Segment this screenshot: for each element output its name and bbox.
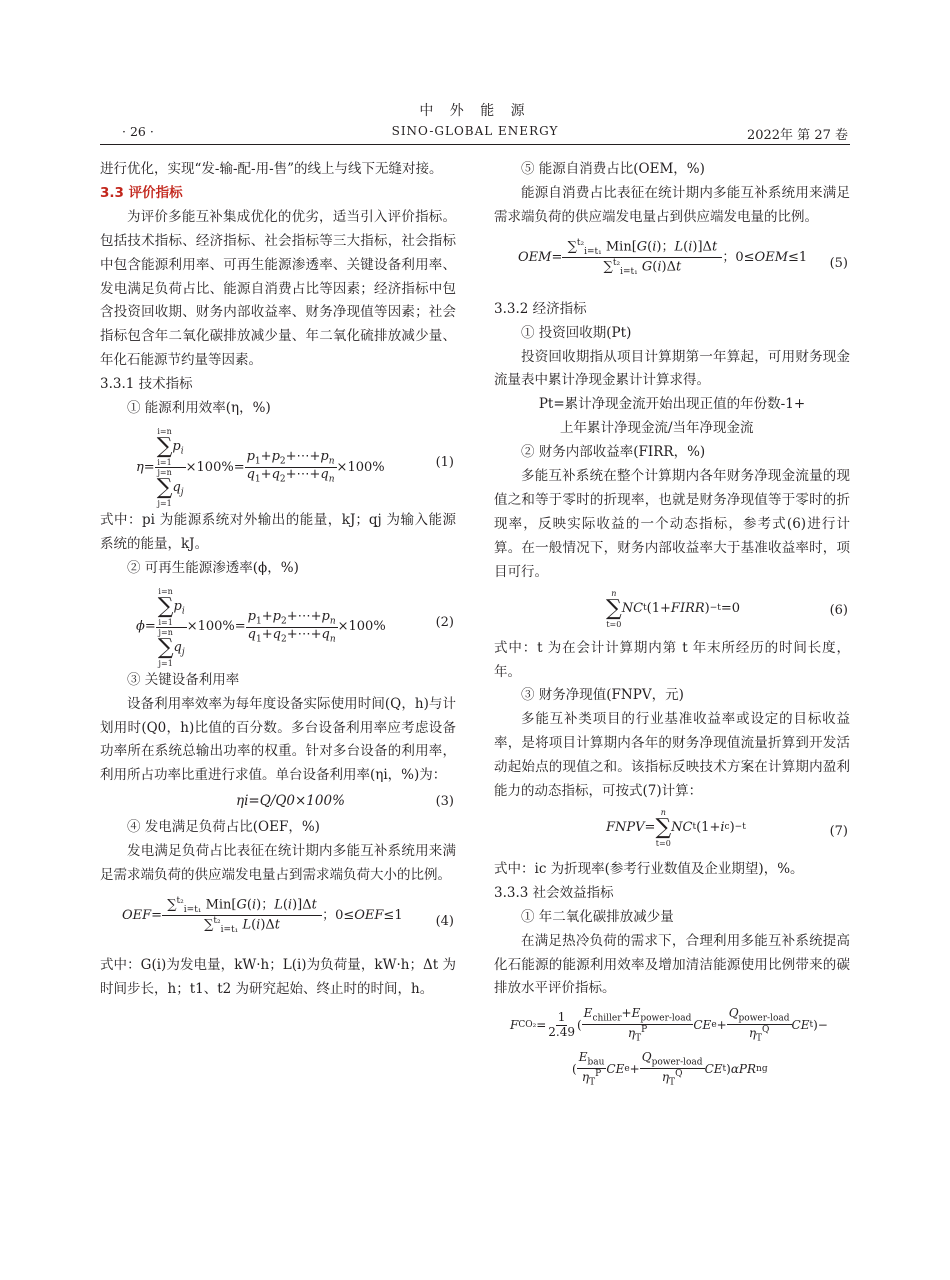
subsection-heading-3-3-1: 3.3.1 技术指标: [100, 376, 193, 393]
item-heading: ⑤ 能源自消费占比(OEM，%): [521, 161, 705, 177]
equation-number: (5): [829, 255, 848, 271]
item-heading: ③ 关键设备利用率: [127, 671, 240, 688]
equation-3: [100, 790, 456, 814]
equation-number: (4): [435, 913, 454, 929]
journal-title-cn: 中 外 能 源: [419, 103, 531, 119]
equation-5: OEM = ∑$^{t_2}_{i=t_1}$ Min[G(i)；L(i)]Δt ∑$^{t_2}_{i=t_1}$ G(i)Δt ；0≤ OEM ≤1 (5): [518, 237, 848, 277]
item-heading: ① 年二氧化碳排放减少量: [521, 908, 674, 925]
paragraph: 在满足热冷负荷的需求下，合理利用多能互补系统提高化石能源的能源利用效率及增加清洁能源使用比例带来的碳排放水平评价指标。: [494, 932, 850, 997]
item-heading: ④ 发电满足负荷占比(OEF，%): [127, 819, 320, 836]
item-heading: ① 投资回收期(Pt): [521, 324, 632, 341]
paragraph: 进行优化，实现“发-输-配-用-售”的线上与线下无缝对接。: [100, 161, 443, 177]
paragraph: 式中：G(i)为发电量，kW·h；L(i)为负荷量，kW·h；Δt 为时间步长，h；t1、t2 为研究起始、终止时的时间，h。: [100, 956, 456, 997]
paragraph: 式中：pi 为能源系统对外输出的能量，kJ；qj 为输入能源系统的能量，kJ。: [100, 511, 456, 552]
equation-number: (3): [435, 794, 454, 810]
paragraph: 为评价多能互补集成优化的优劣，适当引入评价指标。包括技术指标、经济指标、社会指标等三大指标，社会指标中包含能源利用率、可再生能源渗透率、关键设备利用率、发电满足负荷占比、能源自消费占比等因素；经济指标中包含投资回收期、财务内部收益率、财务净现值等因素；社会指标包含年二氧化碳排放减少量、年二氧化硫排放减少量、年化石能源节约量等因素。: [100, 208, 456, 369]
paragraph: 投资回收期指从项目计算期第一年算起，可用财务现金流量表中累计净现金累计计算求得。: [494, 348, 850, 389]
subsection-heading-3-3-2: 3.3.2 经济指标: [494, 300, 587, 317]
paragraph: 式中：t 为在会计计算期内第 t 年末所经历的时间长度，年。: [494, 639, 850, 680]
equation-1: η = i=n ∑ i=1 $p_i$ j=n ∑ j=1 $q_j$ ×100%= $p_1+p_2+\cdots+p_n$ $q_1+q_2+\cdots+q_n$ ×100% (1): [136, 426, 454, 508]
paragraph: 多能互补类项目的行业基准收益率或设定的目标收益率，是将项目计算期内各年的财务净现值流量折算到开发活动起始点的现值之和。该指标反映技术方案在计算期内盈利能力的动态指标，可按式(7)计算：: [494, 711, 850, 800]
journal-title-en: SINO-GLOBAL ENERGY: [391, 124, 559, 138]
item-heading: ① 能源利用效率(η，%): [127, 400, 271, 417]
equation-number: (2): [435, 614, 454, 630]
item-heading: ② 可再生能源渗透率(ϕ，%): [127, 559, 299, 576]
equation-pt-line1: Pt=累计净现金流开始出现正值的年份数-1+: [538, 396, 806, 413]
equation-pt-line2: 上年累计净现金流/当年净现金流: [560, 420, 754, 437]
equation-6: n ∑ t=0 NC t (1+ FIRR ) −t =0 (6): [606, 588, 848, 629]
equation-2: ϕ = i=n ∑ i=1 $p_i$ j=n ∑ j=1 $q_j$ ×100%= $p_1+p_2+\cdots+p_n$ $q_1+q_2+\cdots+q_n$ ×100% (2): [136, 586, 454, 668]
section-heading-3-3: 3.3 评价指标: [100, 184, 183, 201]
page-header: [100, 96, 850, 145]
subsection-heading-3-3-3: 3.3.3 社会效益指标: [494, 884, 614, 901]
equation-8: F CO₂ = 1 2.49 ( $E_{chiller}+E_{power-load}$ $\eta_T^P$ CE e + $Q_{power-load}$ $\eta_T^Q$ CE t )− ( $E_{bau}$ $\eta_T^P$ CE e + $Q_{power-load}$ $\eta_T^Q$ CE t ) αPR ng: [510, 1006, 828, 1088]
equation-number: (1): [435, 454, 454, 470]
right-column: [494, 158, 850, 1097]
volume-info: 2022年 第 27 卷: [746, 128, 848, 143]
equation-number: (7): [829, 823, 848, 839]
equation-text: ηi=Q/Q0×100%: [236, 793, 345, 810]
item-heading: ③ 财务净现值(FNPV，元): [521, 687, 684, 704]
equation-4: OEF = ∑$^{t_2}_{i=t_1}$ Min[G(i)；L(i)]Δt ∑$^{t_2}_{i=t_1}$ L(i)Δt ；0≤ OEF ≤1 (4): [122, 895, 454, 936]
paragraph: 能源自消费占比表征在统计期内多能互补系统用来满足需求端负荷的供应端发电量占到供应端发电量的比例。: [494, 184, 850, 225]
page-number: · 26 ·: [122, 124, 154, 139]
left-column: [100, 158, 456, 1002]
item-heading: ② 财务内部收益率(FIRR，%): [521, 444, 706, 461]
paragraph: 设备利用率效率为每年度设备实际使用时间(Q，h)与计划用时(Q0，h)比值的百分数。多台设备利用率应考虑设备功率所在系统总输出功率的权重。针对多台设备的利用率，利用所占功率比重进行求值。单台设备利用率(ηi，%)为：: [100, 695, 456, 784]
equation-number: (6): [829, 602, 848, 618]
equation-7: FNPV = n ∑ t=0 NC t (1+ i c ) −t (7): [606, 807, 848, 848]
paragraph: 发电满足负荷占比表征在统计期内多能互补系统用来满足需求端负荷的供应端发电量占到需求端负荷大小的比例。: [100, 843, 456, 884]
paragraph: 式中：ic 为折现率(参考行业数值及企业期望)，%。: [494, 860, 804, 877]
paragraph: 多能互补系统在整个计算期内各年财务净现金流量的现值之和等于零时的折现率，也就是财务净现值等于零时的折现率，反映实际收益的一个动态指标，参考式(6)进行计算。在一般情况下，财务内部收益率大于基准收益率时，项目可行。: [494, 468, 850, 580]
